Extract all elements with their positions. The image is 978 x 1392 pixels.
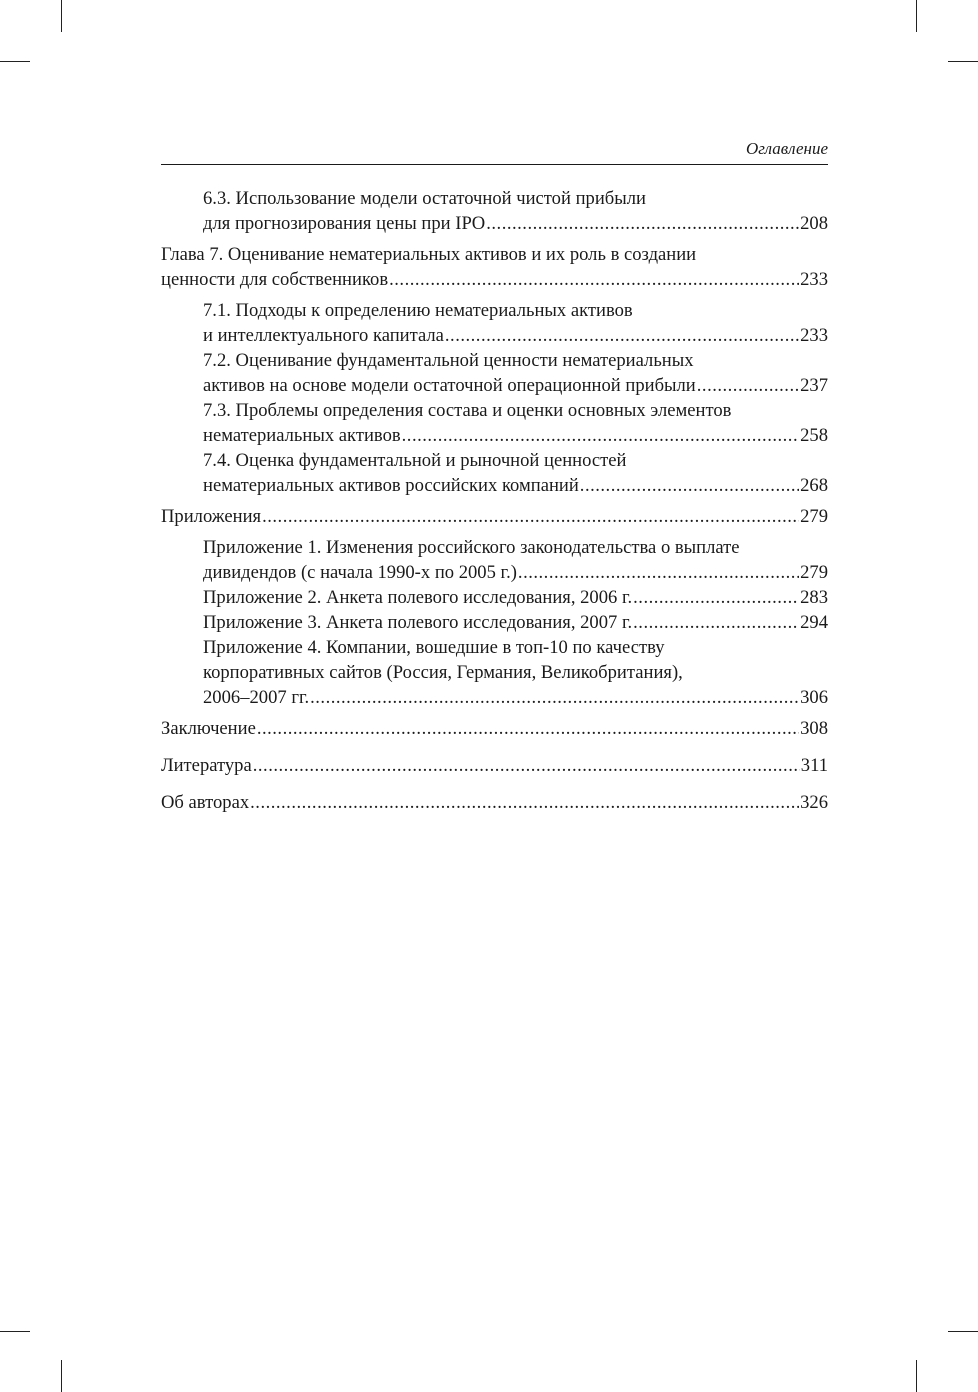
toc-entry-title-line: и интеллектуального капитала bbox=[203, 325, 444, 346]
crop-mark-top-right-h bbox=[948, 61, 978, 62]
dot-leader bbox=[580, 473, 799, 498]
toc-page-number: 233 bbox=[800, 325, 828, 346]
toc-page-number: 268 bbox=[800, 475, 828, 496]
toc-entry-leader-line bbox=[161, 753, 828, 778]
toc-entry-title-line: Заключение bbox=[161, 718, 256, 739]
crop-mark-bottom-right-h bbox=[948, 1331, 978, 1332]
toc-page-number: 294 bbox=[800, 612, 828, 633]
dot-leader bbox=[402, 423, 799, 448]
toc-entry-leader-line bbox=[203, 211, 828, 236]
dot-leader bbox=[633, 585, 799, 610]
dot-leader bbox=[486, 211, 799, 236]
toc-entry-leader-line bbox=[203, 473, 828, 498]
toc-subentry[interactable] bbox=[161, 398, 828, 448]
toc-entry-title-line: нематериальных активов российских компаний bbox=[203, 475, 579, 496]
crop-mark-bottom-right bbox=[916, 1360, 917, 1392]
toc-entry[interactable] bbox=[161, 716, 828, 741]
toc-entry-title-line: 6.3. Использование модели остаточной чистой прибыли bbox=[203, 188, 646, 209]
toc-entry-title-line: 7.2. Оценивание фундаментальной ценности нематериальных bbox=[203, 350, 694, 371]
header-rule bbox=[161, 164, 828, 165]
toc-entry-title-line: активов на основе модели остаточной операционной прибыли bbox=[203, 375, 696, 396]
toc-page-number: 258 bbox=[800, 425, 828, 446]
toc-entry-title-line: 7.4. Оценка фундаментальной и рыночной ценностей bbox=[203, 450, 627, 471]
toc-subentry[interactable] bbox=[161, 535, 828, 585]
toc-page-number: 233 bbox=[800, 269, 828, 290]
crop-mark-top-left bbox=[61, 0, 62, 32]
running-header-title: Оглавление bbox=[745, 139, 828, 158]
toc-entry-leader-line bbox=[203, 610, 828, 635]
toc-subentry[interactable] bbox=[161, 585, 828, 610]
toc-entry-leader-line bbox=[203, 373, 828, 398]
toc-subentry[interactable] bbox=[161, 298, 828, 348]
crop-mark-top-right bbox=[916, 0, 917, 32]
dot-leader bbox=[697, 373, 799, 398]
toc-entry-title-line: Приложение 1. Изменения российского законодательства о выплате bbox=[203, 537, 740, 558]
crop-mark-bottom-left bbox=[61, 1360, 62, 1392]
toc-entry-title-line: Глава 7. Оценивание нематериальных активов и их роль в создании bbox=[161, 244, 697, 265]
toc-entry-title-line: корпоративных сайтов (Россия, Германия, Великобритания), bbox=[203, 662, 683, 683]
toc-entry-leader-line bbox=[161, 790, 828, 815]
toc-page-number: 208 bbox=[800, 213, 828, 234]
table-of-contents bbox=[161, 186, 828, 815]
toc-entry-leader-line bbox=[203, 685, 828, 710]
dot-leader bbox=[253, 753, 800, 778]
toc-page-number: 237 bbox=[800, 375, 828, 396]
toc-subentry[interactable] bbox=[161, 610, 828, 635]
toc-entry-leader-line bbox=[203, 423, 828, 448]
toc-entry-title-line: Приложения bbox=[161, 506, 262, 527]
dot-leader bbox=[518, 560, 799, 585]
toc-entry-title-line: Приложение 2. Анкета полевого исследования, 2006 г. bbox=[203, 587, 633, 608]
toc-entry-title-line: 7.3. Проблемы определения состава и оценки основных элементов bbox=[203, 400, 732, 421]
toc-entry-leader-line bbox=[161, 716, 828, 741]
toc-page-number: 326 bbox=[800, 792, 828, 813]
crop-mark-top-left-h bbox=[0, 61, 30, 62]
toc-entry-title-line: нематериальных активов bbox=[203, 425, 401, 446]
toc-page-number: 279 bbox=[800, 506, 828, 527]
toc-entry-title-line: Приложение 4. Компании, вошедшие в топ-10 по качеству bbox=[203, 637, 665, 658]
toc-entry-title-line: дивидендов (с начала 1990-х по 2005 г.) bbox=[203, 562, 517, 583]
toc-entry-leader-line bbox=[203, 323, 828, 348]
toc-subentry[interactable] bbox=[161, 186, 828, 236]
toc-entry[interactable] bbox=[161, 790, 828, 815]
toc-entry-title-line: Литература bbox=[161, 755, 252, 776]
toc-entry[interactable] bbox=[161, 242, 828, 292]
toc-entry-leader-line bbox=[161, 267, 828, 292]
dot-leader bbox=[445, 323, 799, 348]
dot-leader bbox=[310, 685, 799, 710]
toc-subentry[interactable] bbox=[161, 348, 828, 398]
toc-entry-title-line: Приложение 3. Анкета полевого исследования, 2007 г. bbox=[203, 612, 633, 633]
toc-entry-leader-line bbox=[203, 560, 828, 585]
toc-entry-title-line: для прогнозирования цены при IPO bbox=[203, 213, 486, 234]
dot-leader bbox=[262, 504, 799, 529]
dot-leader bbox=[389, 267, 799, 292]
dot-leader bbox=[250, 790, 799, 815]
toc-page-number: 283 bbox=[800, 587, 828, 608]
toc-page-number: 308 bbox=[800, 718, 828, 739]
dot-leader bbox=[257, 716, 799, 741]
toc-entry-leader-line bbox=[203, 585, 828, 610]
toc-page-number: 279 bbox=[800, 562, 828, 583]
toc-subentry[interactable] bbox=[161, 448, 828, 498]
dot-leader bbox=[633, 610, 799, 635]
toc-entry-title-line: 2006–2007 гг. bbox=[203, 687, 310, 708]
toc-entry-title-line: 7.1. Подходы к определению нематериальных активов bbox=[203, 300, 633, 321]
toc-subentry[interactable] bbox=[161, 635, 828, 710]
toc-entry-title-line: Об авторах bbox=[161, 792, 250, 813]
toc-page-number: 311 bbox=[800, 755, 828, 776]
toc-entry-leader-line bbox=[161, 504, 828, 529]
running-header bbox=[161, 138, 828, 162]
toc-entry-title-line: ценности для собственников bbox=[161, 269, 389, 290]
crop-mark-bottom-left-h bbox=[0, 1331, 30, 1332]
toc-entry[interactable] bbox=[161, 753, 828, 778]
toc-entry[interactable] bbox=[161, 504, 828, 529]
toc-page-number: 306 bbox=[800, 687, 828, 708]
